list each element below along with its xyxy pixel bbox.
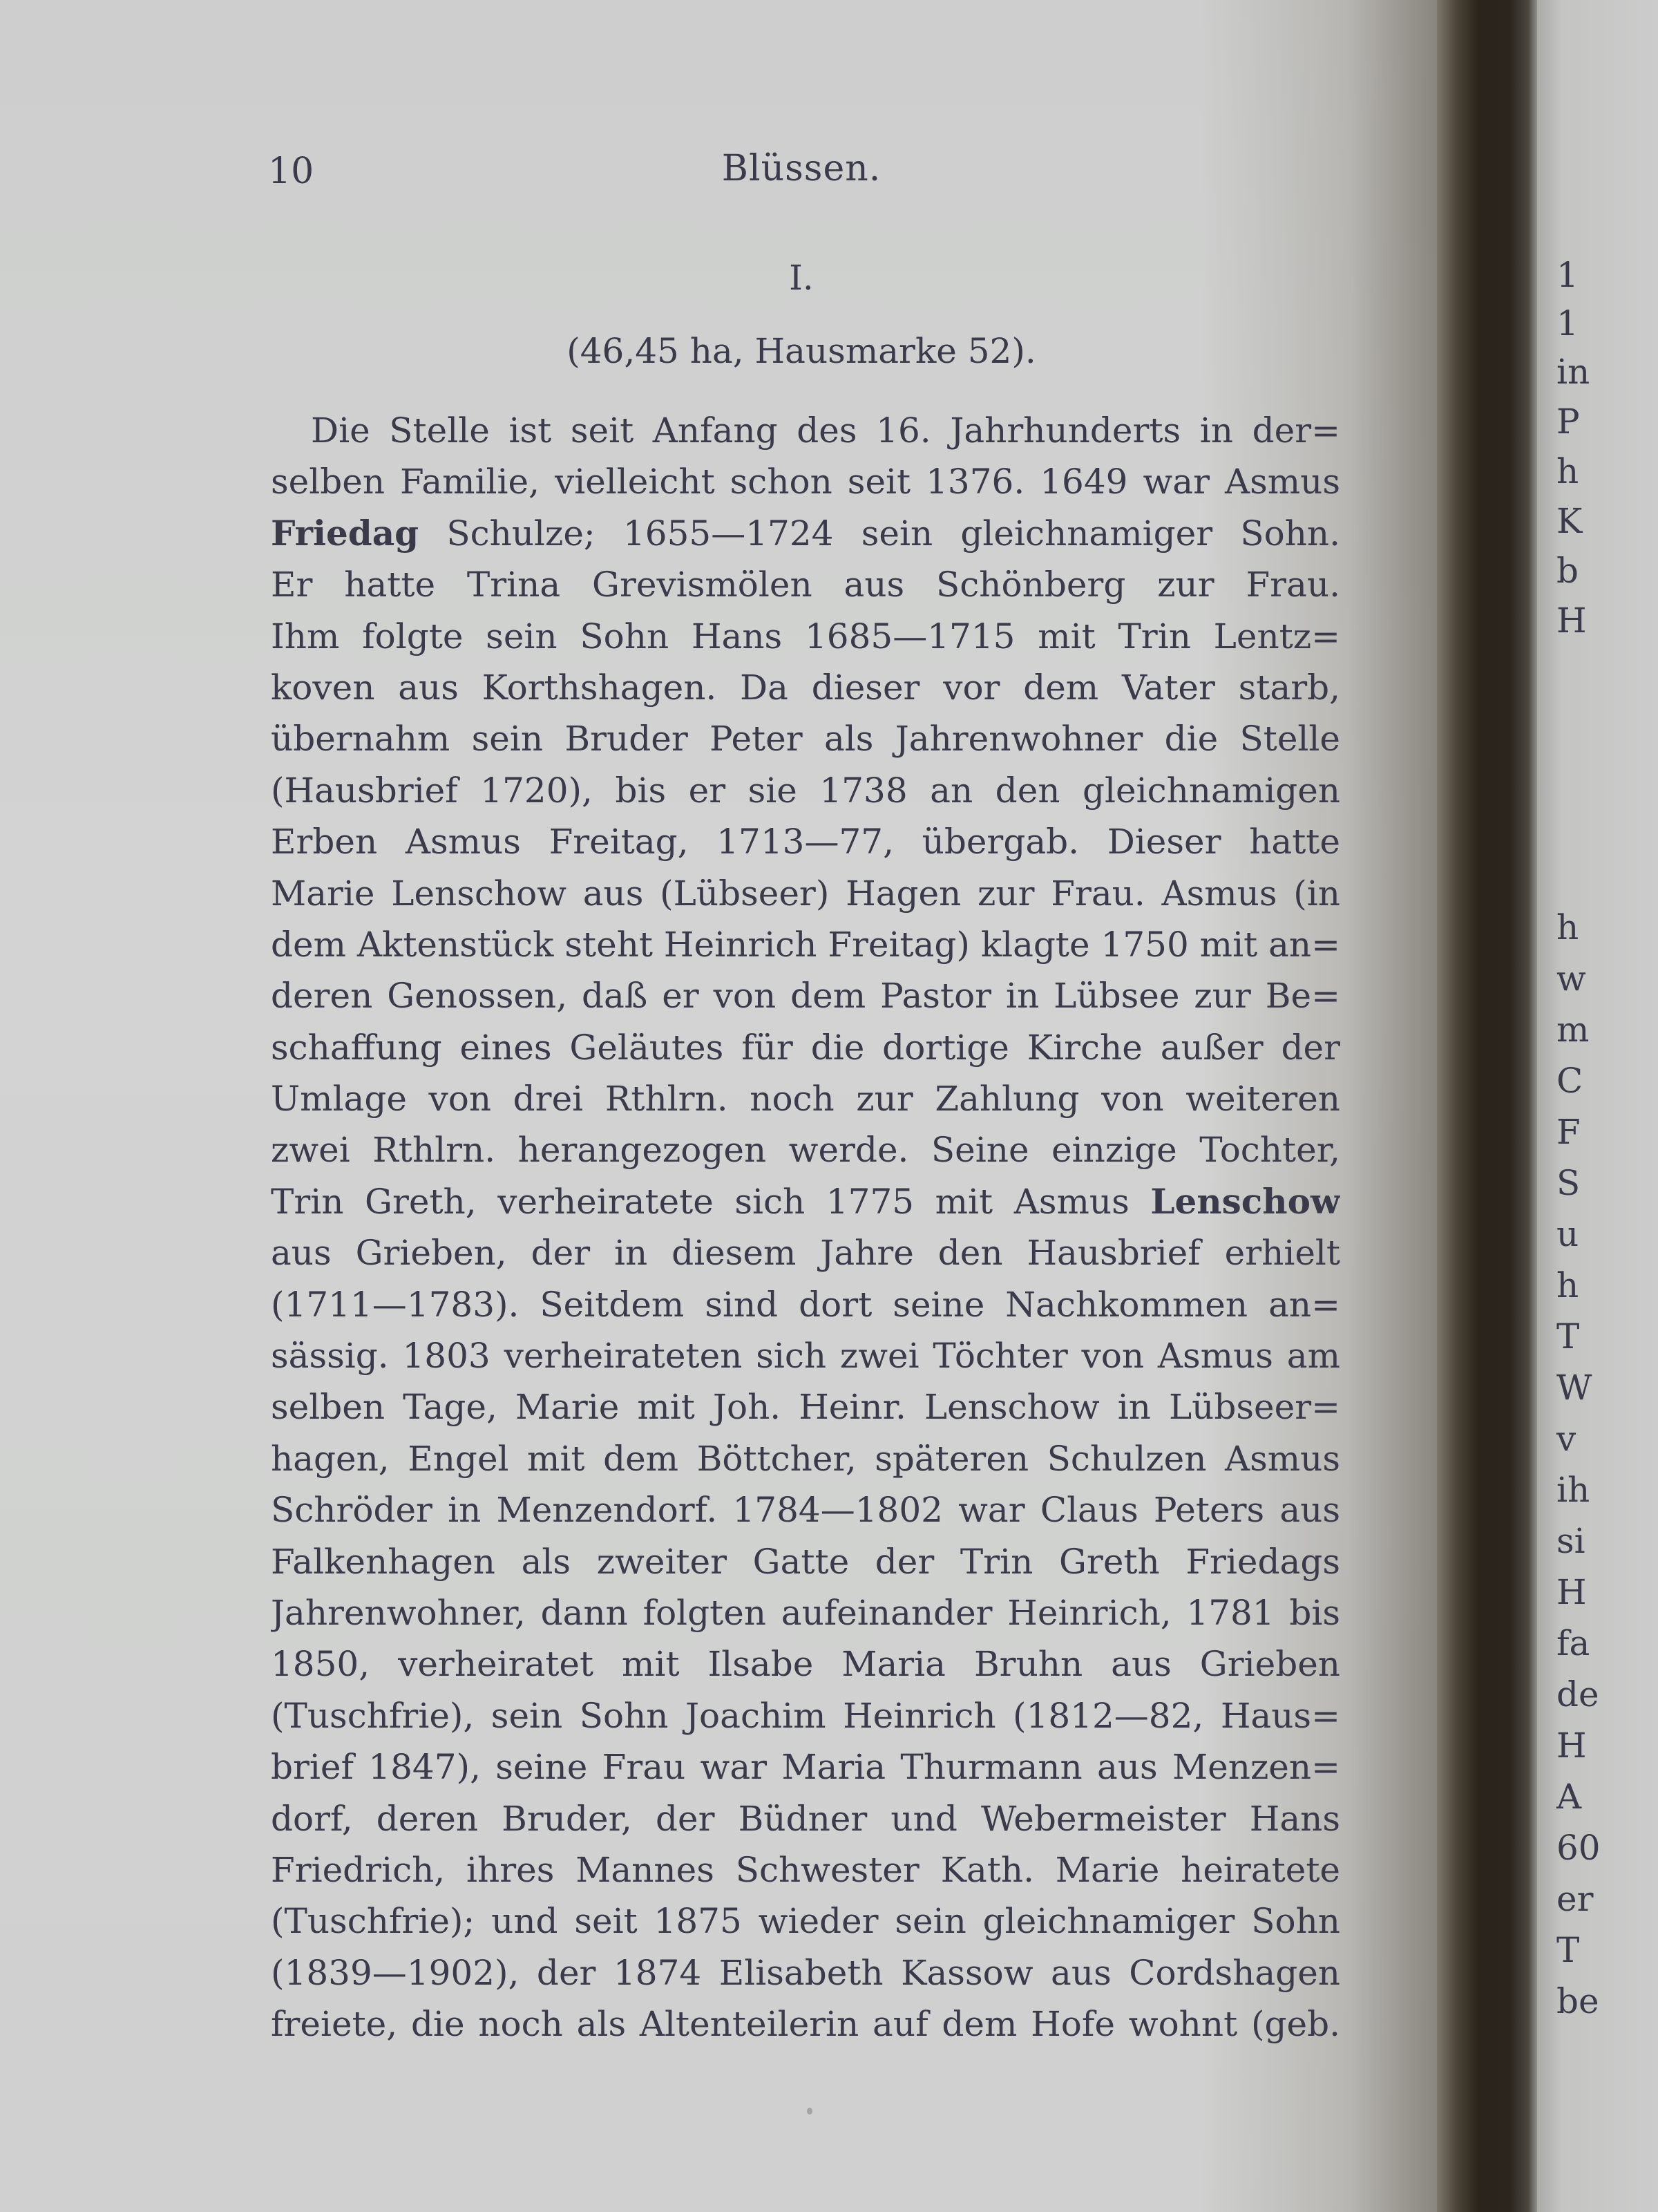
- body-line: Ihm folgte sein Sohn Hans 1685—1715 mit Trin Lentz=: [271, 616, 1340, 656]
- facing-fragment: fa: [1556, 1623, 1590, 1663]
- running-head: Blüssen.: [721, 148, 882, 189]
- paper-speck: [807, 2108, 812, 2115]
- body-line: Erben Asmus Freitag, 1713—77, übergab. Dieser hatte: [271, 822, 1340, 862]
- body-line: 1850, verheiratet mit Ilsabe Maria Bruhn aus Grieben: [271, 1644, 1340, 1685]
- facing-fragment: H: [1556, 601, 1587, 641]
- facing-fragment: T: [1556, 1316, 1580, 1356]
- facing-fragment: w: [1556, 958, 1586, 999]
- facing-fragment: K: [1556, 501, 1583, 541]
- body-line: Trin Greth, verheiratete sich 1775 mit Asmus Lenschow: [271, 1180, 1340, 1222]
- body-line: selben Tage, Marie mit Joh. Heinr. Lenschow in Lübseer=: [271, 1387, 1340, 1428]
- body-line: zwei Rthlrn. herangezogen werde. Seine einzige Tochter,: [271, 1130, 1340, 1171]
- body-line: selben Familie, vielleicht schon seit 1376. 1649 war Asmus: [271, 462, 1340, 502]
- facing-fragment: P: [1556, 401, 1580, 442]
- body-line: (Hausbrief 1720), bis er sie 1738 an den gleichnamigen: [271, 770, 1340, 811]
- section-numeral: I.: [789, 258, 814, 298]
- facing-fragment: F: [1556, 1112, 1581, 1152]
- body-line: brief 1847), seine Frau war Maria Thurmann aus Menzen=: [271, 1747, 1340, 1788]
- body-line: sässig. 1803 verheirateten sich zwei Töchter von Asmus am: [271, 1336, 1340, 1377]
- body-line: Umlage von drei Rthlrn. noch zur Zahlung von weiteren: [271, 1079, 1340, 1119]
- facing-fragment: m: [1556, 1010, 1590, 1050]
- facing-fragment: be: [1556, 1981, 1599, 2021]
- emphasized-name: Friedag: [271, 512, 419, 554]
- body-line: (Tuschfrie), sein Sohn Joachim Heinrich (1812—82, Haus=: [271, 1695, 1340, 1736]
- body-line: hagen, Engel mit dem Böttcher, späteren Schulzen Asmus: [271, 1438, 1340, 1479]
- body-paragraph: [271, 405, 1340, 2050]
- facing-fragment: b: [1556, 551, 1579, 591]
- body-line: (1839—1902), der 1874 Elisabeth Kassow aus Cordshagen: [271, 1952, 1340, 1993]
- book-page-right-edge: [1537, 0, 1658, 2212]
- book-gutter: [1437, 0, 1541, 2212]
- facing-fragment: h: [1556, 451, 1579, 491]
- body-line: Friedag Schulze; 1655—1724 sein gleichnamiger Sohn.: [271, 512, 1340, 554]
- body-line: freiete, die noch als Altenteilerin auf dem Hofe wohnt (geb.: [271, 2004, 1340, 2045]
- facing-fragment: 60: [1556, 1828, 1601, 1868]
- facing-fragment: 1: [1556, 303, 1579, 343]
- body-line: dorf, deren Bruder, der Büdner und Webermeister Hans: [271, 1798, 1340, 1839]
- body-line: Jahrenwohner, dann folgten aufeinander Heinrich, 1781 bis: [271, 1592, 1340, 1633]
- facing-fragment: W: [1556, 1368, 1592, 1408]
- page-number: 10: [268, 151, 314, 192]
- facing-fragment: S: [1556, 1163, 1581, 1203]
- body-line: aus Grieben, der in diesem Jahre den Hausbrief erhielt: [271, 1233, 1340, 1274]
- body-line: koven aus Korthshagen. Da dieser vor dem Vater starb,: [271, 667, 1340, 708]
- facing-fragment: v: [1556, 1419, 1576, 1459]
- section-subtitle: (46,45 ha, Hausmarke 52).: [566, 331, 1036, 371]
- body-line: deren Genossen, daß er von dem Pastor in Lübsee zur Be=: [271, 976, 1340, 1017]
- body-line: schaffung eines Geläutes für die dortige Kirche außer der: [271, 1027, 1340, 1068]
- body-line: übernahm sein Bruder Peter als Jahrenwohner die Stelle: [271, 719, 1340, 759]
- body-line: (Tuschfrie); und seit 1875 wieder sein gleichnamiger Sohn: [271, 1901, 1340, 1942]
- facing-fragment: C: [1556, 1061, 1583, 1101]
- facing-fragment: T: [1556, 1930, 1580, 1970]
- facing-fragment: h: [1556, 907, 1579, 947]
- facing-fragment: h: [1556, 1265, 1579, 1305]
- facing-fragment: ih: [1556, 1470, 1590, 1510]
- facing-fragment: A: [1556, 1777, 1582, 1817]
- facing-fragment: de: [1556, 1674, 1599, 1714]
- facing-fragment: H: [1556, 1726, 1587, 1766]
- body-line: Die Stelle ist seit Anfang des 16. Jahrhunderts in der=: [311, 410, 1340, 451]
- facing-fragment: H: [1556, 1572, 1587, 1612]
- facing-fragment: in: [1556, 352, 1590, 392]
- facing-fragment: u: [1556, 1214, 1579, 1254]
- emphasized-name: Lenschow: [1150, 1180, 1340, 1222]
- body-line: Marie Lenschow aus (Lübseer) Hagen zur Frau. Asmus (in: [271, 873, 1340, 914]
- body-line: Er hatte Trina Grevismölen aus Schönberg zur Frau.: [271, 565, 1340, 605]
- facing-fragment: si: [1556, 1521, 1585, 1561]
- body-line: Friedrich, ihres Mannes Schwester Kath. Marie heiratete: [271, 1849, 1340, 1890]
- facing-fragment: 1: [1556, 255, 1579, 295]
- body-line: dem Aktenstück steht Heinrich Freitag) klagte 1750 mit an=: [271, 924, 1340, 965]
- body-line: Falkenhagen als zweiter Gatte der Trin Greth Friedags: [271, 1541, 1340, 1582]
- facing-fragment: er: [1556, 1879, 1594, 1919]
- body-line: Schröder in Menzendorf. 1784—1802 war Claus Peters aus: [271, 1490, 1340, 1531]
- body-line: (1711—1783). Seitdem sind dort seine Nachkommen an=: [271, 1284, 1340, 1325]
